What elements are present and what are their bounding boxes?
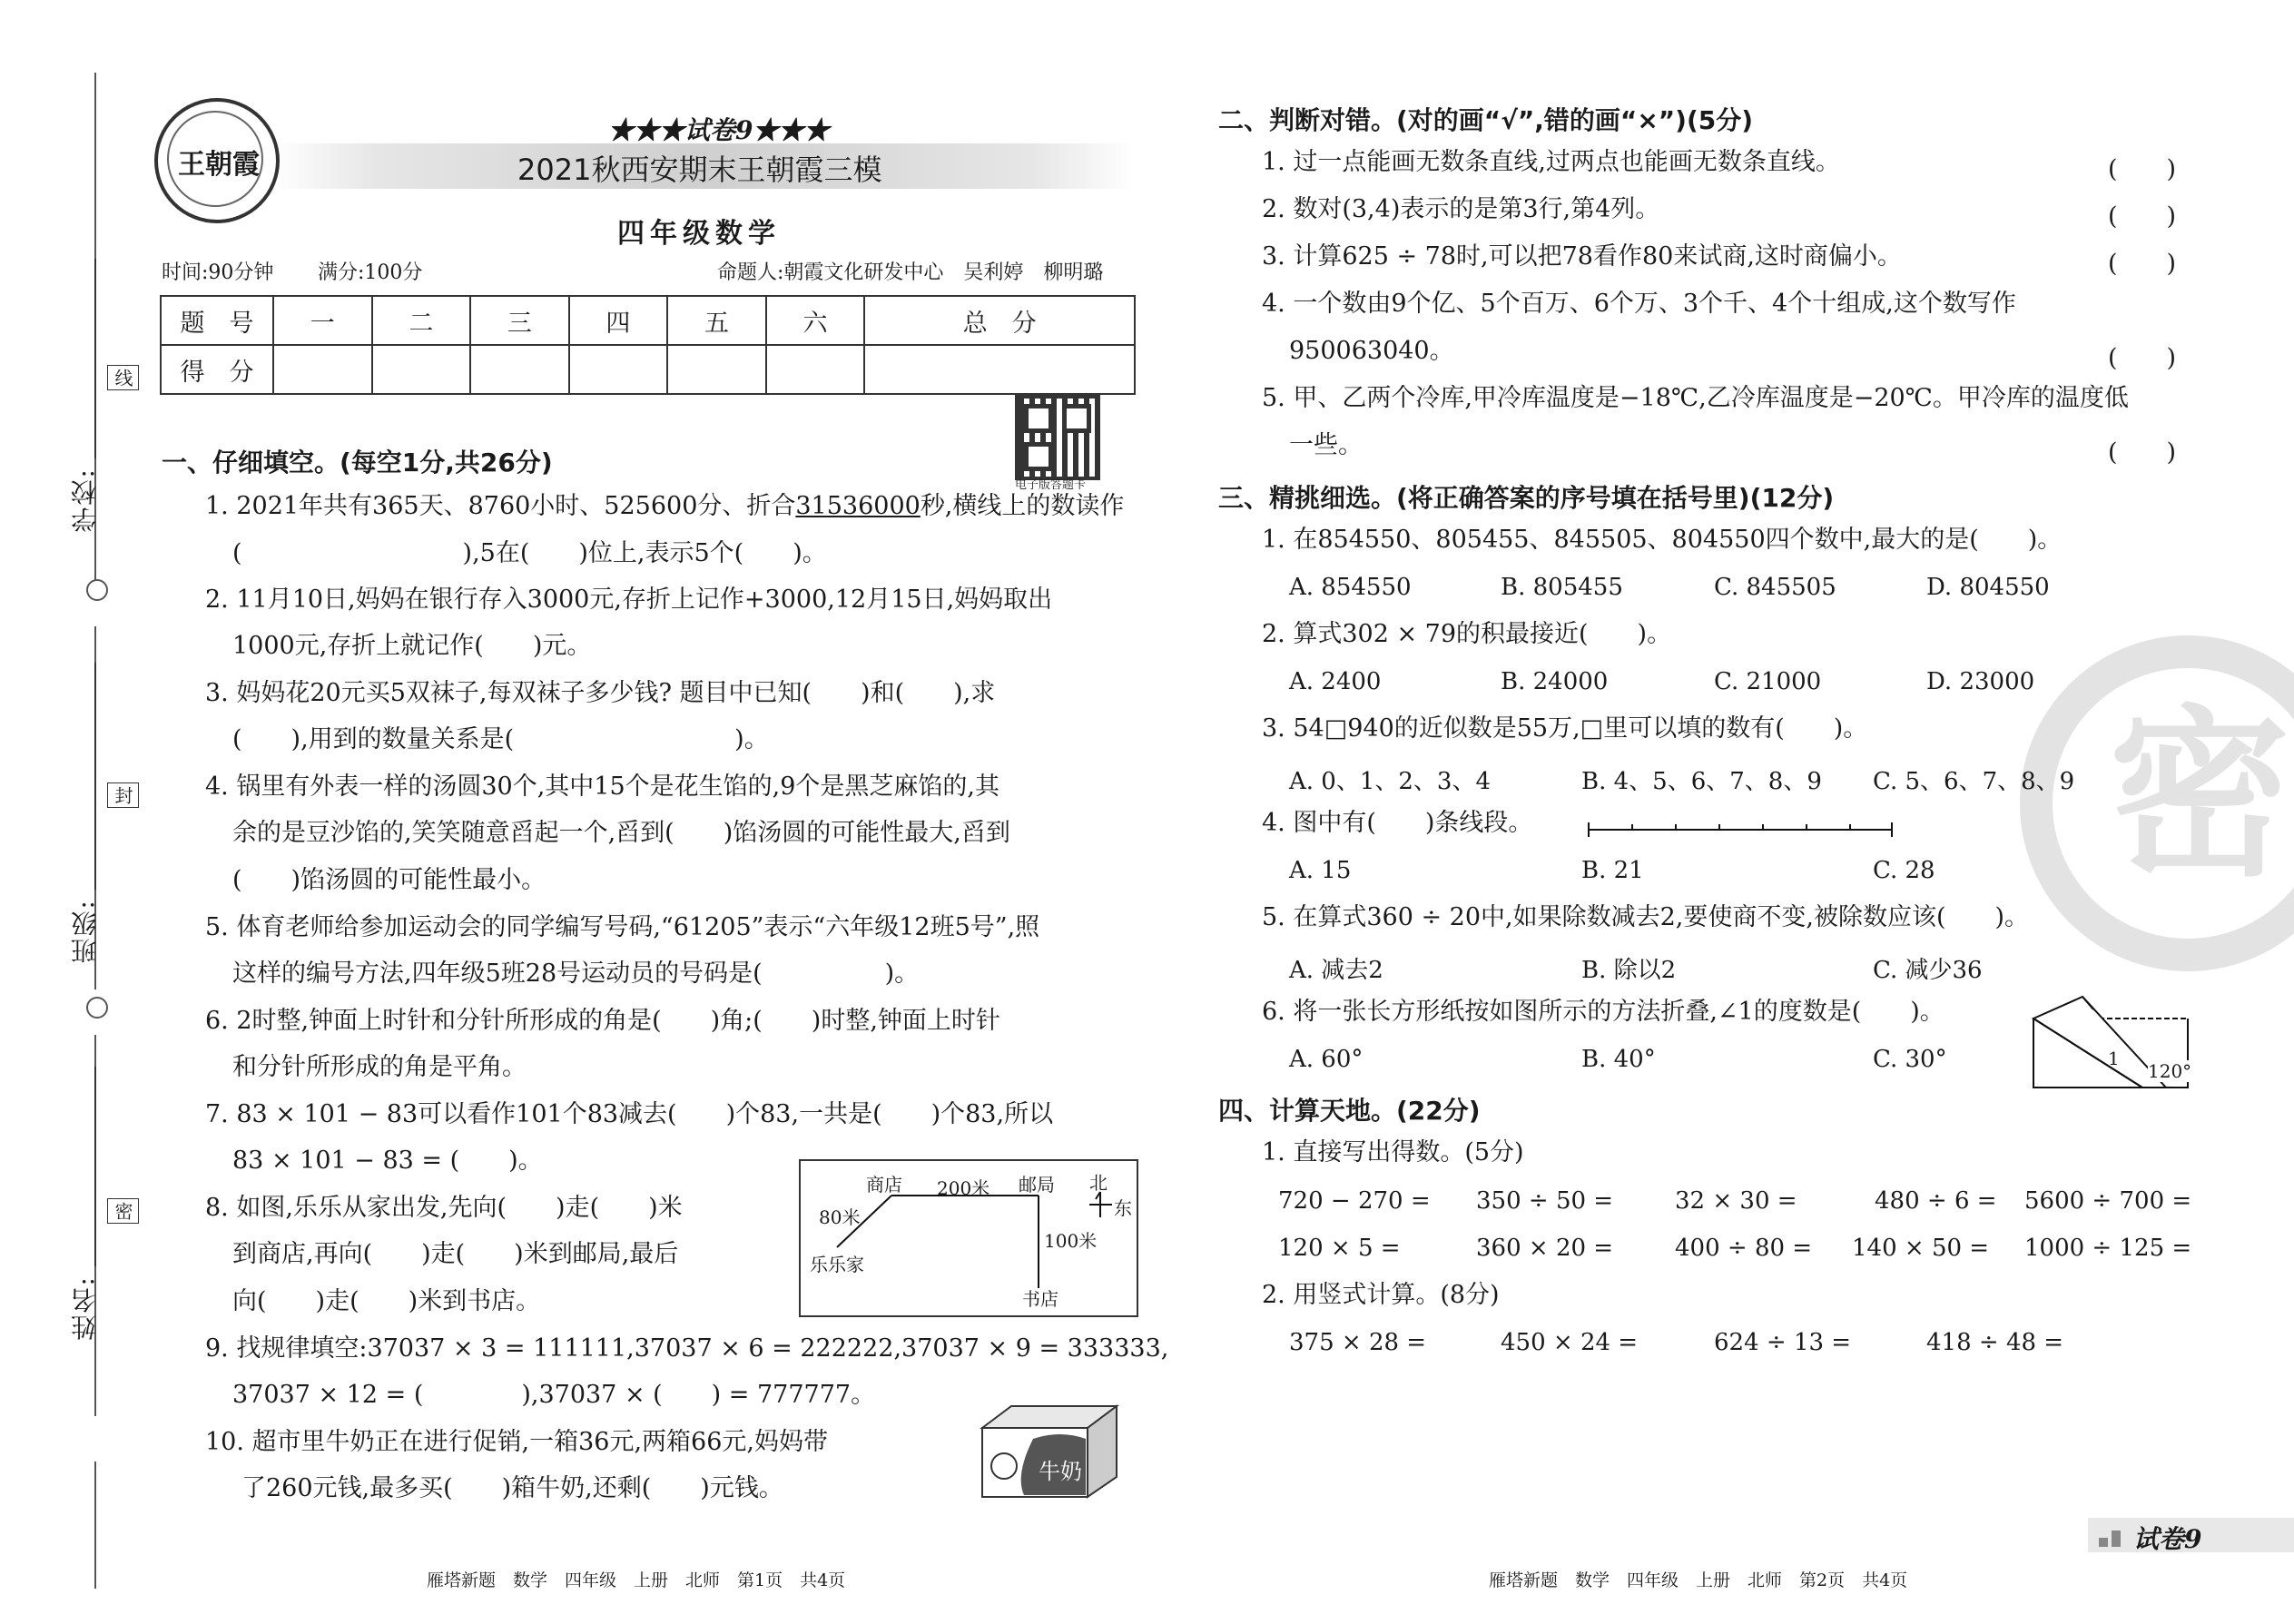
- j1-answer[interactable]: ( ): [2108, 155, 2177, 183]
- c5-option-a[interactable]: A. 减去2: [1289, 957, 1383, 984]
- c4-option-c[interactable]: C. 28: [1873, 857, 1935, 884]
- c1[interactable]: 1. 在854550、805455、845505、804550四个数中,最大的是( )。: [1262, 526, 2063, 554]
- score-header: 总 分: [864, 296, 1135, 345]
- map-east: 东: [1114, 1197, 1132, 1219]
- c2-option-d[interactable]: D. 23000: [1926, 668, 2035, 695]
- j5-line2: 一些。: [1289, 431, 1363, 459]
- map-bookstore: 书店: [1022, 1288, 1058, 1310]
- section-3-title: 三、精挑细选。(将正确答案的序号填在括号里)(12分): [1218, 483, 1835, 513]
- calc3-item[interactable]: 450 × 24 =: [1501, 1329, 1639, 1356]
- q4-line2[interactable]: 余的是豆沙馅的,笑笑随意舀起一个,舀到( )馅汤圆的可能性最大,舀到: [232, 819, 1010, 847]
- binding-mark: 线: [107, 365, 139, 390]
- c3-option-b[interactable]: B. 4、5、6、7、8、9: [1581, 768, 1822, 795]
- c3-option-c[interactable]: C. 5、6、7、8、9: [1873, 768, 2075, 795]
- calc2-item[interactable]: 1000 ÷ 125 =: [2024, 1235, 2192, 1262]
- c1-option-a[interactable]: A. 854550: [1289, 574, 1412, 601]
- c2[interactable]: 2. 算式302 × 79的积最接近( )。: [1262, 620, 1672, 648]
- q9-line2[interactable]: 37037 × 12 = ( ),37037 × ( ) = 777777。: [232, 1381, 876, 1409]
- c1-option-d[interactable]: D. 804550: [1926, 574, 2050, 601]
- paper-tag: [2088, 1518, 2294, 1552]
- q10-line1: 10. 超市里牛奶正在进行促销,一箱36元,两箱66元,妈妈带: [205, 1428, 828, 1456]
- binding-line: [94, 1462, 96, 1589]
- calc1-item[interactable]: 32 × 30 =: [1675, 1187, 1797, 1215]
- c5-option-b[interactable]: B. 除以2: [1581, 957, 1677, 984]
- calc2-item[interactable]: 360 × 20 =: [1476, 1235, 1614, 1262]
- score-cell[interactable]: [372, 345, 471, 394]
- q3-line2[interactable]: ( ),用到的数量关系是( )。: [232, 725, 769, 753]
- calc3-item[interactable]: 418 ÷ 48 =: [1926, 1329, 2064, 1356]
- j4-line1: 4. 一个数由9个亿、5个百万、6个万、3个千、4个十组成,这个数写作: [1262, 290, 2016, 318]
- footer-right: 雁塔新题 数学 四年级 上册 北师 第2页 共4页: [1489, 1570, 1908, 1590]
- segment-figure: [1587, 815, 1895, 842]
- q4-line1: 4. 锅里有外表一样的汤圆30个,其中15个是花生馅的,9个是黑芝麻馅的,其: [205, 773, 999, 801]
- score-header: 六: [766, 296, 865, 345]
- logo: [154, 98, 280, 223]
- author-info: 命题人:朝霞文化研发中心 吴利婷 柳明璐: [717, 261, 1104, 284]
- map-north: 北: [1089, 1172, 1108, 1194]
- q6-line1[interactable]: 6. 2时整,钟面上时针和分针所形成的角是( )角;( )时整,钟面上时针: [205, 1007, 1000, 1035]
- score-cell[interactable]: [569, 345, 668, 394]
- j2-answer[interactable]: ( ): [2108, 202, 2177, 231]
- stamp-watermark: [2020, 635, 2294, 971]
- section-1-title: 一、仔细填空。(每空1分,共26分): [162, 448, 553, 477]
- q1-line1: 1. 2021年共有365天、8760小时、525600分、折合31536000秒,横线上的数读作: [205, 492, 1125, 520]
- c4-option-b[interactable]: B. 21: [1581, 857, 1644, 884]
- c6-option-a[interactable]: A. 60°: [1289, 1046, 1364, 1073]
- name-blank[interactable]: [94, 1067, 96, 1266]
- q5-line1: 5. 体育老师给参加运动会的同学编写号码,“61205”表示“六年级12班5号”,照: [205, 913, 1040, 941]
- exam-title: 2021秋西安期末王朝霞三模: [517, 153, 882, 187]
- q8-line1[interactable]: 8. 如图,乐乐从家出发,先向( )走( )米: [205, 1194, 683, 1222]
- score-cell[interactable]: [273, 345, 372, 394]
- j3: 3. 计算625 ÷ 78时,可以把78看作80来试商,这时商偏小。: [1262, 242, 1902, 271]
- name-label: 姓名:: [70, 1275, 100, 1341]
- class-blank[interactable]: [94, 663, 96, 890]
- map-home: 乐乐家: [810, 1254, 864, 1275]
- j5-line1: 5. 甲、乙两个冷库,甲冷库温度是−18℃,乙冷库温度是−20℃。甲冷库的温度低: [1262, 384, 2129, 412]
- q8-line2[interactable]: 到商店,再向( )走( )米到邮局,最后: [232, 1240, 679, 1268]
- d2-title: 2. 用竖式计算。(8分): [1262, 1281, 1500, 1309]
- calc2-item[interactable]: 120 × 5 =: [1278, 1235, 1401, 1262]
- j4-answer[interactable]: ( ): [2108, 344, 2177, 372]
- c2-option-b[interactable]: B. 24000: [1501, 668, 1609, 695]
- j4-line2: 950063040。: [1289, 337, 1454, 365]
- binding-hole: [86, 997, 108, 1019]
- map-dist-200: 200米: [937, 1177, 990, 1199]
- d1-title: 1. 直接写出得数。(5分): [1262, 1138, 1524, 1166]
- score-header: 一: [273, 296, 372, 345]
- q7-line2[interactable]: 83 × 101 − 83 = ( )。: [232, 1147, 543, 1175]
- paper-tag-text: 试卷9: [2133, 1524, 2202, 1554]
- c6-option-c[interactable]: C. 30°: [1873, 1046, 1947, 1073]
- qr-caption: 电子版答题卡: [1015, 478, 1087, 492]
- time-info: 时间:90分钟: [162, 261, 274, 284]
- c3-option-a[interactable]: A. 0、1、2、3、4: [1289, 768, 1492, 795]
- q1-underlined-number: 31536000: [795, 492, 921, 520]
- calc3-item[interactable]: 375 × 28 =: [1289, 1329, 1427, 1356]
- score-header: 二: [372, 296, 471, 345]
- section-2-title: 二、判断对错。(对的画“√”,错的画“×”)(5分): [1218, 105, 1754, 135]
- calc1-item[interactable]: 480 ÷ 6 =: [1875, 1187, 1997, 1215]
- score-cell[interactable]: [766, 345, 865, 394]
- score-header: 五: [667, 296, 766, 345]
- section-4-title: 四、计算天地。(22分): [1218, 1096, 1481, 1126]
- score-info: 满分:100分: [318, 261, 423, 284]
- j1: 1. 过一点能画无数条直线,过两点也能画无数条直线。: [1262, 148, 1840, 176]
- score-cell[interactable]: [667, 345, 766, 394]
- calc1-item[interactable]: 5600 ÷ 700 =: [2024, 1187, 2192, 1215]
- q2-line2[interactable]: 1000元,存折上就记作( )元。: [232, 632, 592, 660]
- milk-label: 牛奶: [1039, 1459, 1082, 1484]
- school-label: 学校:: [70, 468, 100, 533]
- q1-line2[interactable]: ( ),5在( )位上,表示5个( )。: [232, 539, 827, 567]
- map-shop: 商店: [866, 1174, 902, 1196]
- calc2-item[interactable]: 400 ÷ 80 =: [1675, 1235, 1813, 1262]
- class-label: 班级:: [70, 899, 100, 964]
- school-blank[interactable]: [94, 259, 96, 458]
- q4-line3[interactable]: ( )馅汤圆的可能性最小。: [232, 866, 546, 894]
- folded-paper-figure: [2030, 991, 2191, 1091]
- logo-text: 王朝霞: [178, 149, 260, 181]
- j3-answer[interactable]: ( ): [2108, 250, 2177, 278]
- score-header: 题 号: [161, 296, 273, 345]
- subject-title: 四年级数学: [617, 218, 781, 250]
- q7-line1[interactable]: 7. 83 × 101 − 83可以看作101个83减去( )个83,一共是( )个83,所以: [205, 1100, 1054, 1128]
- milk-box-illustration: [979, 1403, 1120, 1501]
- c1-option-b[interactable]: B. 805455: [1501, 574, 1623, 601]
- stamp-text: 密: [2109, 688, 2291, 901]
- score-header: 三: [470, 296, 569, 345]
- map-dist-80: 80米: [819, 1206, 861, 1228]
- c4-option-a[interactable]: A. 15: [1289, 857, 1352, 884]
- score-row-label: 得 分: [161, 345, 273, 394]
- binding-hole: [86, 579, 108, 601]
- calc1-item[interactable]: 350 ÷ 50 =: [1476, 1187, 1614, 1215]
- j5-answer[interactable]: ( ): [2108, 438, 2177, 467]
- footer-left: 雁塔新题 数学 四年级 上册 北师 第1页 共4页: [427, 1570, 846, 1590]
- score-cell[interactable]: [470, 345, 569, 394]
- calc1-item[interactable]: 720 − 270 =: [1278, 1187, 1431, 1215]
- q10-line2[interactable]: 了260元钱,最多买( )箱牛奶,还剩( )元钱。: [241, 1474, 783, 1502]
- score-cell[interactable]: [864, 345, 1135, 394]
- q8-line3[interactable]: 向( )走( )米到书店。: [232, 1287, 541, 1315]
- c5-option-c[interactable]: C. 减少36: [1873, 957, 1983, 984]
- fold-angle-label: 1: [2108, 1048, 2120, 1069]
- binding-mark: 密: [107, 1198, 139, 1224]
- c6[interactable]: 6. 将一张长方形纸按如图所示的方法折叠,∠1的度数是( )。: [1262, 998, 1944, 1026]
- qr-code[interactable]: [1015, 395, 1100, 480]
- calc2-item[interactable]: 140 × 50 =: [1852, 1235, 1990, 1262]
- c4[interactable]: 4. 图中有( )条线段。: [1262, 809, 1533, 837]
- binding-mark: 封: [107, 782, 139, 808]
- score-header: 四: [569, 296, 668, 345]
- c6-option-b[interactable]: B. 40°: [1581, 1046, 1656, 1073]
- fold-degree-label: 120°: [2148, 1060, 2192, 1082]
- q6-line2: 和分针所形成的角是平角。: [232, 1053, 527, 1081]
- series-label: ★★★试卷9★★★: [608, 115, 830, 145]
- j2: 2. 数对(3,4)表示的是第3行,第4列。: [1262, 195, 1660, 223]
- c1-option-c[interactable]: C. 845505: [1714, 574, 1836, 601]
- route-map: [799, 1159, 1138, 1317]
- map-dist-100: 100米: [1044, 1230, 1098, 1252]
- c3[interactable]: 3. 54□940的近似数是55万,□里可以填的数有( )。: [1262, 714, 1868, 743]
- calc3-item[interactable]: 624 ÷ 13 =: [1714, 1329, 1852, 1356]
- c5[interactable]: 5. 在算式360 ÷ 20中,如果除数减去2,要使商不变,被除数应该( )。: [1262, 903, 2030, 931]
- c2-option-a[interactable]: A. 2400: [1289, 668, 1382, 695]
- q3-line1[interactable]: 3. 妈妈花20元买5双袜子,每双袜子多少钱? 题目中已知( )和( ),求: [205, 679, 996, 707]
- score-table: [160, 295, 1136, 395]
- map-post: 邮局: [1019, 1174, 1055, 1196]
- q5-line2[interactable]: 这样的编号方法,四年级5班28号运动员的号码是( )。: [232, 960, 920, 988]
- c2-option-c[interactable]: C. 21000: [1714, 668, 1822, 695]
- q2-line1: 2. 11月10日,妈妈在银行存入3000元,存折上记作+3000,12月15日,妈妈取出: [205, 586, 1053, 614]
- q9-line1: 9. 找规律填空:37037 × 3 = 111111,37037 × 6 = 222222,37037 × 9 = 333333,: [205, 1334, 1169, 1363]
